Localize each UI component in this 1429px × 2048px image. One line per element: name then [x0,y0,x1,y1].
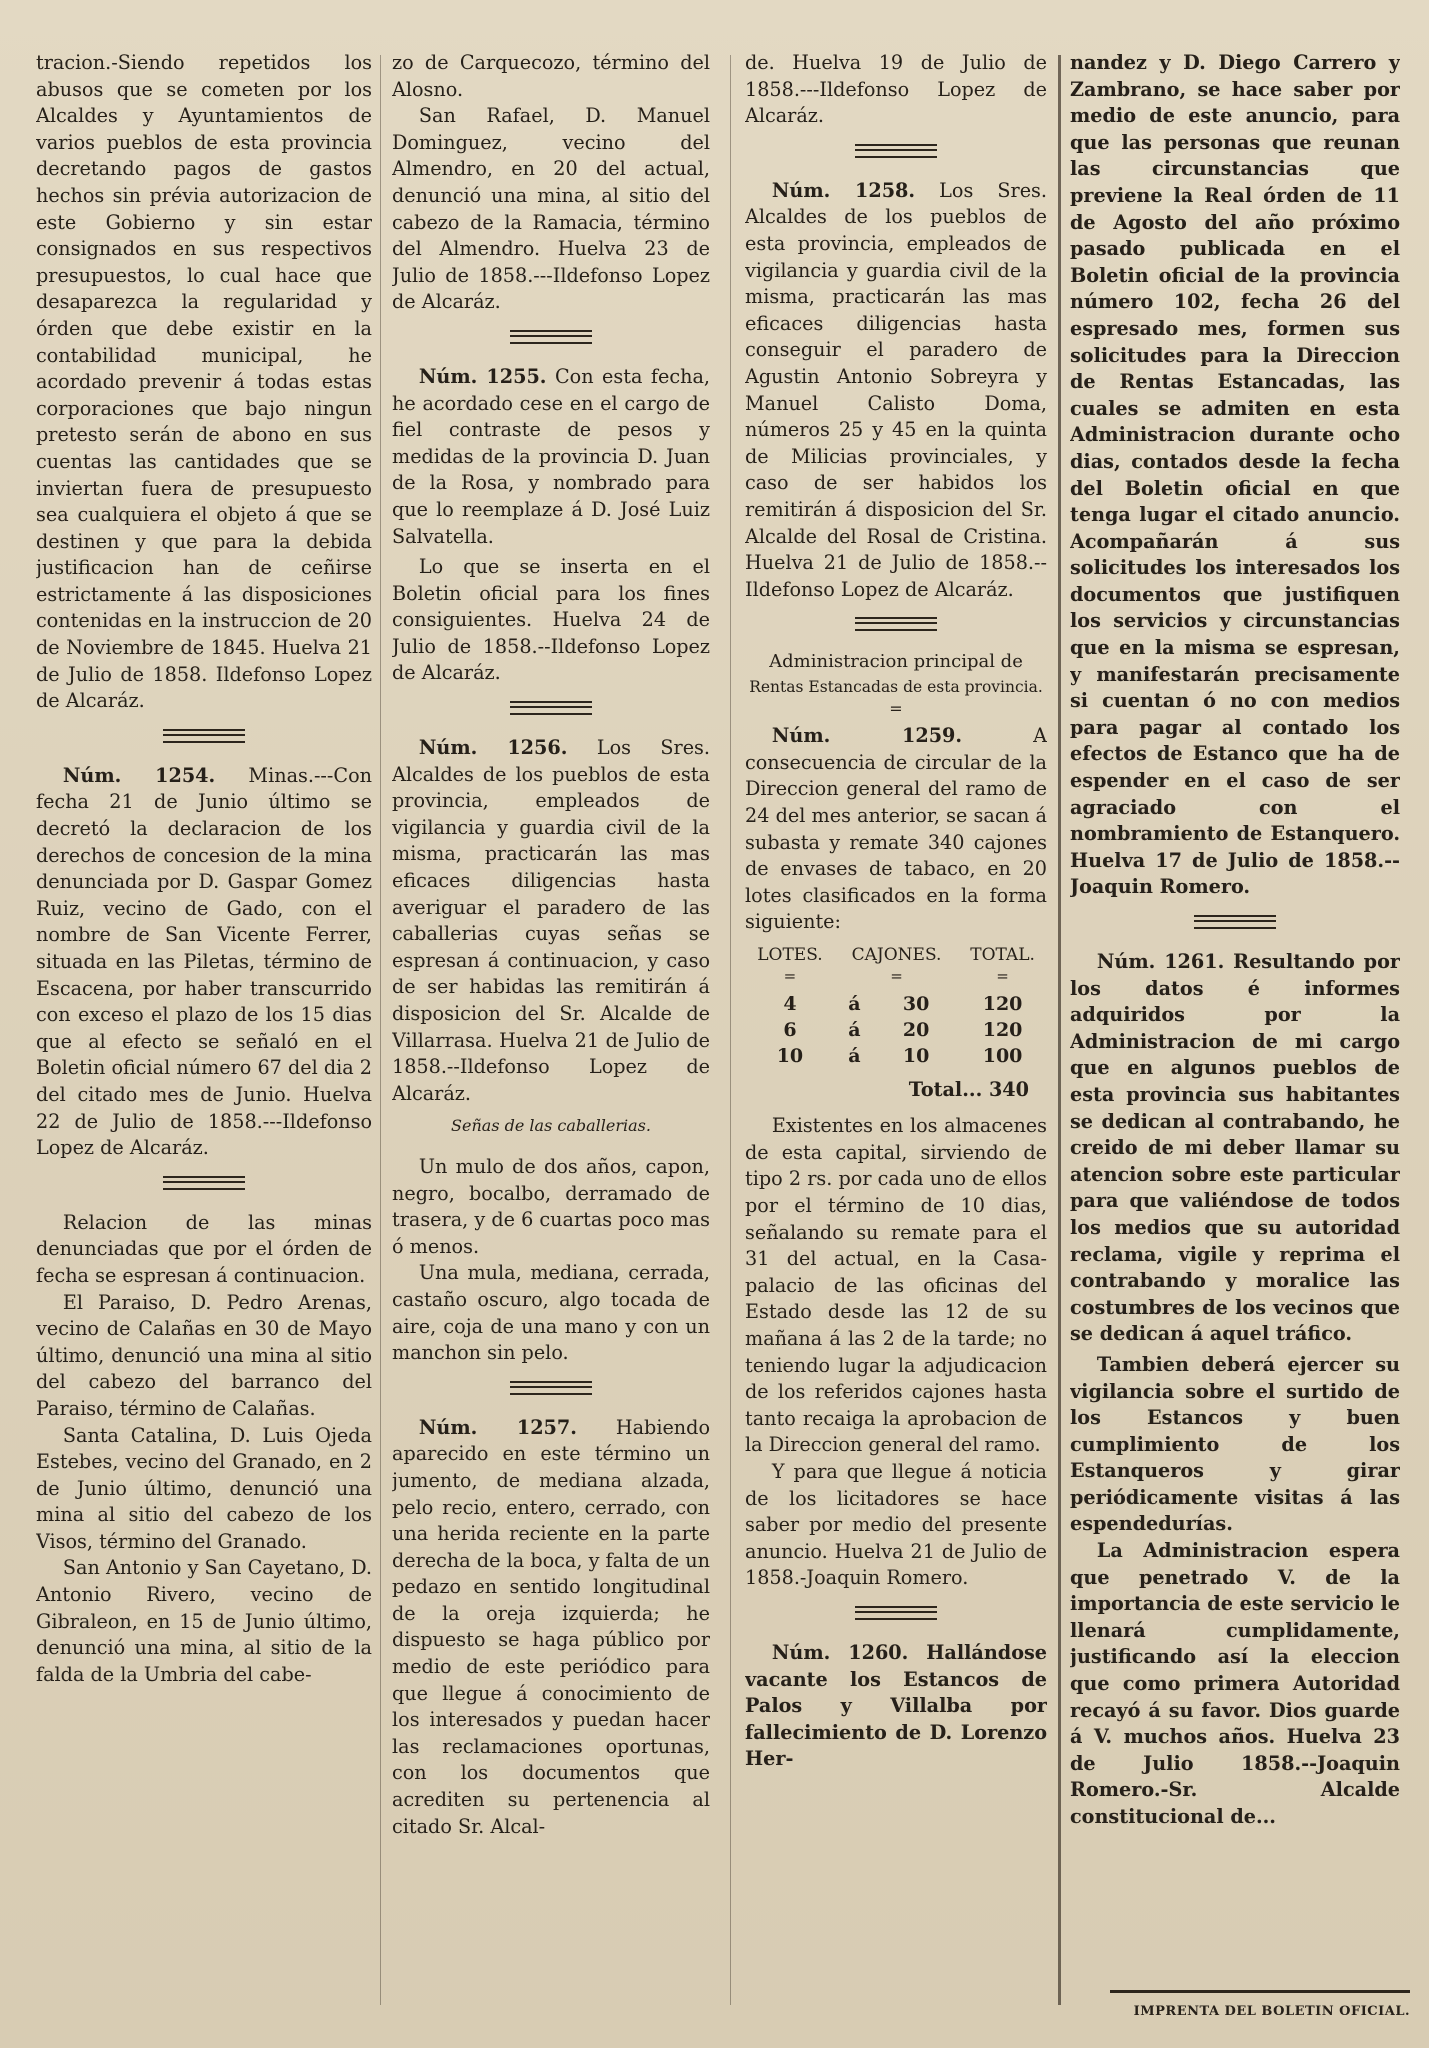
printer-imprint: IMPRENTA DEL BOLETIN OFICIAL. [1133,2004,1410,2019]
table-row [745,1043,1047,1069]
cell-a: á [848,1044,861,1067]
entry-text: Los Sres. Alcaldes de los pueblos de esta provincia, empleados de vigilancia y guardia civil de la misma, practicarán las mas eficaces diligencias hasta averiguar el paradero de las caballerias cuyas señas se espresan á continuacion, y caso de ser habidas las remitirán á disposicion del Sr. Alcalde de Villarrasa. Huelva 21 de Julio de 1858.--Ildefonso Lopez de Alcaráz. [392,736,710,1105]
separator [510,1381,592,1395]
entry-1261 [1070,949,1400,1348]
paragraph-continuation: de. Huelva 19 de Julio de 1858.---Ildefonso Lopez de Alcaráz. [745,51,1047,128]
column-1 [36,50,372,2010]
cell-lotes: 4 [783,992,797,1015]
separator [855,144,937,158]
paragraph-mulo: Un mulo de dos años, capon, negro, bocalbo, derramado de trasera, y de 6 cuartas poco mas ó menos. [392,1154,710,1258]
entry-number: Núm. 1257. [418,1415,577,1439]
table-rule: = [996,966,1009,985]
cell-lotes: 6 [783,1018,797,1041]
admin-heading: Administracion principal de [769,651,1023,673]
table-header: LOTES. [757,945,823,966]
entry-text: Resultando por los datos é informes adquiridos por la Administracion de mi cargo que en algunos pueblos de esta provincia sus habitantes se dedican al contrabando, he creido de mi deber llamar su atencion sobre este particular para que valiéndose de todos los medios que su autoridad reclama, vigile y reprima el contrabando y moralice las costumbres de los vecinos que se dedican á aquel tráfico. [1070,950,1400,1346]
paragraph-inserta: Lo que se inserta en el Boletin oficial para los fines consiguientes. Huelva 24 de Julio de 1858.--Ildefonso Lopez de Alcaráz. [392,555,710,685]
entry-number: Núm. 1258. [771,178,916,202]
cell-total: 100 [982,1044,1023,1067]
footer-rule [1110,1990,1410,1993]
entry-number: Núm. 1261. [1096,950,1225,973]
cell-a: á [848,1018,861,1041]
paragraph-para-que: Y para que llegue á noticia de los licitadores se hace saber por medio del presente anuncio. Huelva 21 de Julio de 1858.-Joaquin Romero. [745,1459,1047,1590]
entry-1255 [392,364,710,550]
table-total: Total... 340 [908,1077,1029,1101]
table-header: CAJONES. [851,945,942,966]
table-row [745,1017,1047,1043]
entry-1256 [392,735,710,1107]
separator [163,1176,245,1190]
cell-total: 120 [982,1018,1023,1041]
cell-a: á [848,992,861,1015]
table-header-row [745,940,1047,969]
entry-number: Núm. 1256. [418,736,568,760]
entry-number: Núm. 1255. [418,364,547,388]
paragraph-san-antonio: San Antonio y San Cayetano, D. Antonio Rivero, vecino de Gibraleon, en 15 de Junio último, denunció una mina, al sitio de la falda de la Umbria del cabe- [36,1556,372,1686]
column-2 [392,50,710,2010]
entry-1258 [745,178,1047,604]
paragraph-la-administracion: La Administracion espera que penetrado V. de la importancia de este servicio le llenará cumplidamente, justificando así la eleccion que como primera Autoridad recayó á su favor. Dios guarde á V. muchos años. Huelva 23 de Julio 1858.--Joaquin Romero.-Sr. Alcalde constitucional de... [1070,1539,1400,1828]
table-row [745,991,1047,1017]
admin-subheading: Rentas Estancadas de esta provincia. [749,678,1043,697]
separator [1194,915,1276,929]
paragraph-contabilidad: tracion.-Siendo repetidos los abusos que se cometen por los Alcaldes y Ayuntamientos de varios pueblos de esta provincia decretando pagos de gastos hechos sin prévia autorizacion de este Gobierno y sin estar consignados en sus respectivos presupuestos, lo cual hace que desaparezca la regularidad y órden que debe existir en la contabilidad municipal, he acordado prevenir á todas estas corporaciones que bajo ningun pretesto serán de abono en sus cuentas las cantidades que se inviertan fuera de presupuesto sea cualquiera el objeto á que se destinen y que para la debida justificacion han de ceñirse estrictamente á las disposiciones contenidas en la instruccion de 20 de Noviembre de 1845. Huelva 21 de Julio de 1858. Ildefonso Lopez de Alcaráz. [36,51,372,713]
table-rule: = [890,966,903,985]
column-3 [745,50,1047,2010]
entry-text: Habiendo aparecido en este término un jumento, de mediana alzada, pelo recio, entero, cerrado, con una herida reciente en la parte derecha de la boca, y falta de un pedazo en sentido longitudinal de la oreja izquierda; he dispuesto se haga público por medio de este periódico para que llegue á conocimiento de los interesados y puedan hacer las reclamaciones oportunas, con los documentos que acrediten su pertenencia al citado Sr. Alcal- [392,1415,710,1838]
entry-number: Núm. 1259. [771,724,963,748]
lots-table [745,940,1047,1069]
paragraph-continuation: zo de Carquecozo, término del Alosno. [392,51,710,101]
cell-cajones: 10 [902,1044,930,1067]
column-rule [730,55,731,2005]
entry-1260 [745,1640,1047,1773]
cell-total: 120 [982,992,1023,1015]
entry-number: Núm. 1260. [771,1640,909,1664]
separator [855,617,937,631]
separator [855,1606,937,1620]
entry-number: Núm. 1254. [62,763,216,787]
column-4 [1070,50,1400,2010]
table-header: TOTAL. [970,945,1035,966]
paragraph-mula: Una mula, mediana, cerrada, castaño oscuro, algo tocada de aire, coja de una mano y con un manchon sin pelo. [392,1261,710,1365]
separator [510,330,592,344]
double-rule: = [889,699,903,719]
entry-text: Minas.---Con fecha 21 de Junio último se decretó la declaracion de los derechos de concesion de la mina denunciada por D. Gaspar Gomez Ruiz, vecino de Gado, con el nombre de San Vicente Ferrer, situada en las Piletas, término de Escacena, por haber transcurrido con exceso el plazo de los 15 dias que al efecto se señaló en el Boletin oficial número 67 del dia 2 del citado mes de Junio. Huelva 22 de Julio de 1858.---Ildefonso Lopez de Alcaráz. [36,763,372,1160]
cell-cajones: 20 [902,1018,930,1041]
column-rule [380,55,381,2005]
paragraph-santa-catalina: Santa Catalina, D. Luis Ojeda Estebes, vecino del Granado, en 2 de Junio último, denunció una mina al sitio del cabezo de los Visos, término del Granado. [36,1423,372,1553]
table-rule: = [783,966,797,985]
cell-cajones: 30 [902,992,930,1015]
entry-text: Con esta fecha, he acordado cese en el cargo de fiel contraste de pesos y medidas de la provincia D. Juan de la Rosa, y nombrado para que lo reemplaze á D. José Luiz Salvatella. [392,364,710,548]
entry-1259 [745,723,1047,936]
paragraph-continuation: nandez y D. Diego Carrero y Zambrano, se hace saber por medio de este anuncio, para que las personas que reunan las circunstancias que previene la Real órden de 11 de Agosto del año próximo pasado publicada en el Boletin oficial de la provincia número 102, fecha 26 del espresado mes, formen sus solicitudes para la Direccion de Rentas Estancadas, las cuales se admiten en esta Administracion durante ocho dias, contados desde la fecha del Boletin oficial en que tenga lugar el citado anuncio. Acompañarán á sus solicitudes los interesados los documentos que justifiquen los servicios y circunstancias que en la misma se espresan, y manifestarán precisamente si cuentan ó no con medios para pagar al contado los efectos de Estanco que ha de espender en el caso de ser agraciado con el nombramiento de Estanquero. Huelva 17 de Julio de 1858.--Joaquin Romero. [1070,51,1400,899]
entry-text: A consecuencia de circular de la Direccion general del ramo de 24 del mes anterior, se sacan á subasta y remate 340 cajones de envases de tabaco, en 20 lotes clasificados en la forma siguiente: [745,724,1047,934]
separator [510,701,592,715]
entry-text: Los Sres. Alcaldes de los pueblos de esta provincia, empleados de vigilancia y guardia civil de la misma, practicarán las mas eficaces diligencias hasta conseguir el paradero de Agustin Antonio Sobreyra y Manuel Calisto Doma, números 25 y 45 en la quinta de Milicias provinciales, y caso de ser habidos los remitirán á disposicion del Sr. Alcalde del Rosal de Cristina. Huelva 21 de Julio de 1858.--Ildefonso Lopez de Alcaráz. [745,178,1047,601]
paragraph-existentes: Existentes en los almacenes de esta capital, sirviendo de tipo 2 rs. por cada uno de ellos por el término de 10 dias, señalando su remate para el 31 del actual, en la Casa-palacio de las oficinas del Estado desde las 12 de su mañana á las 2 de la tarde; no teniendo lugar la adjudicacion de los referidos cajones hasta tanto recaiga la aprobacion de la Direccion general del ramo. [745,1114,1047,1457]
entry-1254 [36,763,372,1162]
senas-heading: Señas de las caballerias. [451,1116,651,1136]
paragraph-relacion: Relacion de las minas denunciadas que por el órden de fecha se espresan á continuacion. [36,1210,372,1287]
column-rule [1058,55,1061,2005]
separator [163,729,245,743]
paragraph-el-paraiso: El Paraiso, D. Pedro Arenas, vecino de Calañas en 30 de Mayo último, denunció una mina al sitio del cabezo del barranco del Paraiso, término de Calañas. [36,1290,372,1420]
paragraph-tambien: Tambien deberá ejercer su vigilancia sobre el surtido de los Estancos y buen cumplimiento de los Estanqueros y girar periódicamente visitas á las espendedurías. [1070,1352,1400,1536]
entry-1257 [392,1415,710,1841]
cell-lotes: 10 [776,1044,804,1067]
entry-text: Hallándose vacante los Estancos de Palos y Villalba por fallecimiento de D. Lorenzo Her- [745,1640,1047,1771]
paragraph-san-rafael: San Rafael, D. Manuel Dominguez, vecino del Almendro, en 20 del actual, denunció una mina, al sitio del cabezo de la Ramacia, término del Almendro. Huelva 23 de Julio de 1858.---Ildefonso Lopez de Alcaráz. [392,104,710,314]
table-rule-row [745,969,1047,991]
